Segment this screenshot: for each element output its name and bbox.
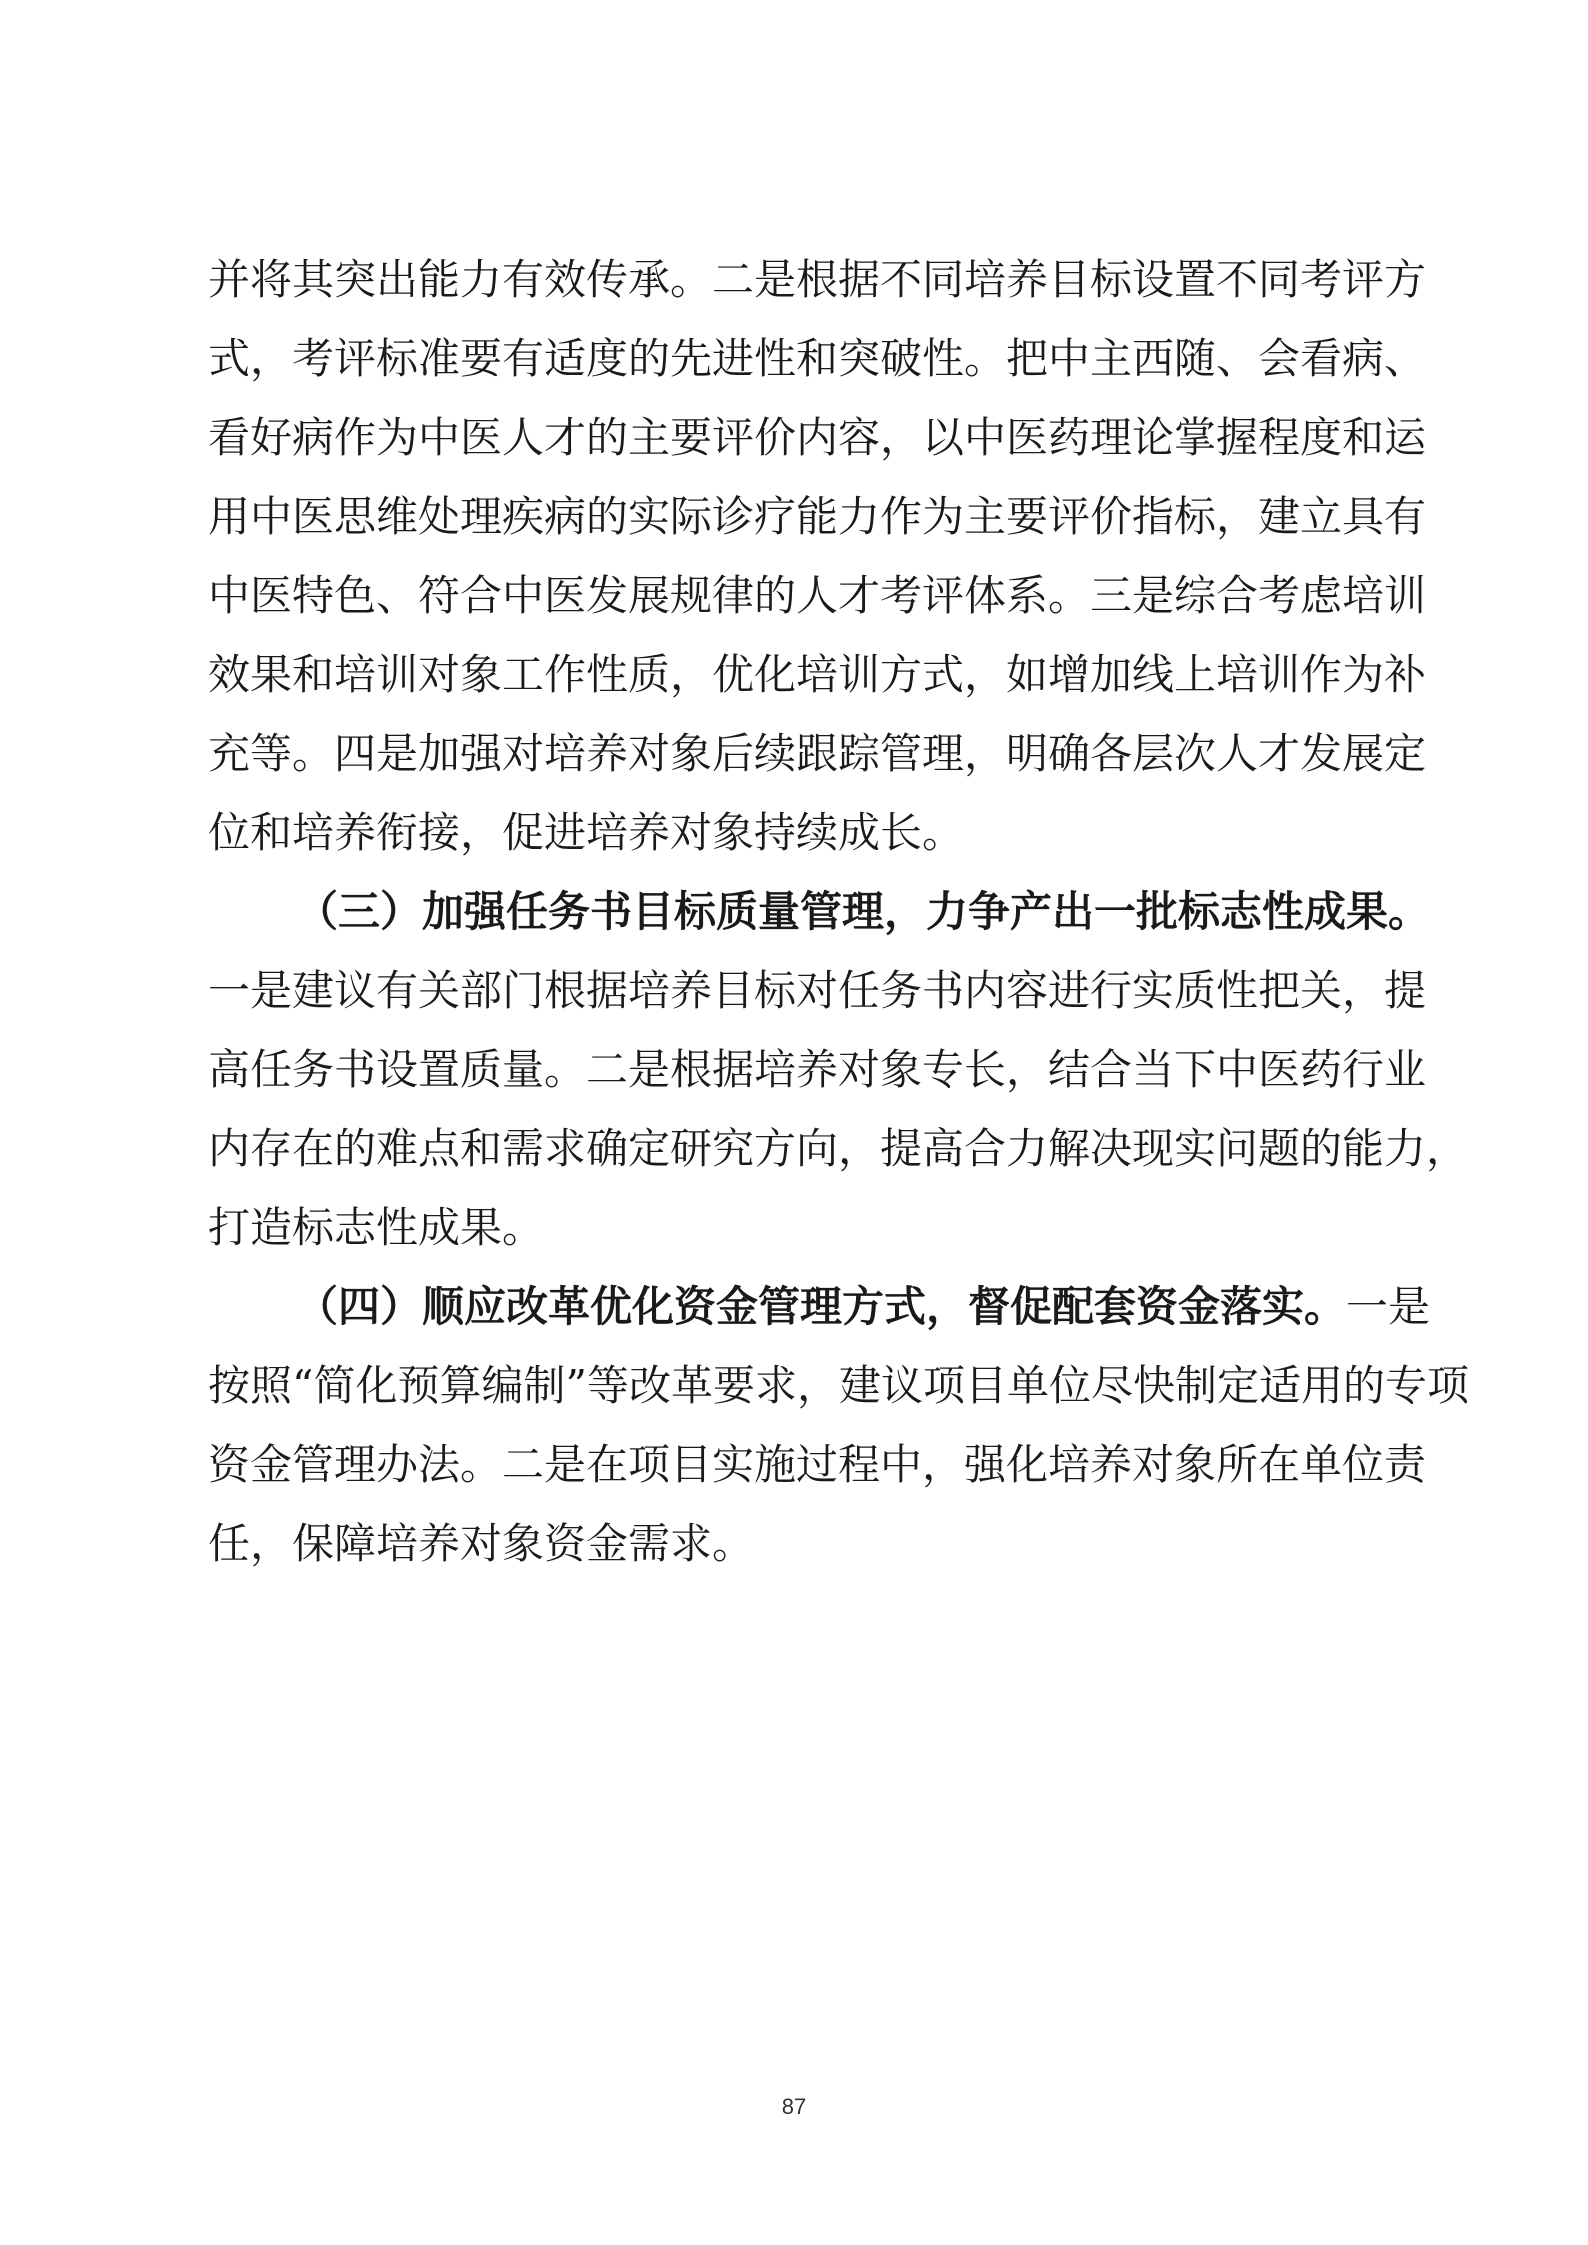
section-4-heading-line <box>208 1267 1431 1347</box>
paragraph-line: 式，考评标准要有适度的先进性和突破性。把中主西随、会看病、 <box>208 334 1427 383</box>
paragraph-line: 按照“简化预算编制”等改革要求，建议项目单位尽快制定适用的专项 <box>208 1361 1469 1410</box>
paragraph-line: 充等。四是加强对培养对象后续跟踪管理，明确各层次人才发展定 <box>208 729 1427 778</box>
paragraph-line: 效果和培训对象工作性质，优化培训方式，如增加线上培训作为补 <box>208 650 1427 699</box>
paragraph-line: 看好病作为中医人才的主要评价内容，以中医药理论掌握程度和运 <box>208 413 1427 462</box>
paragraph-line: 用中医思维处理疾病的实际诊疗能力作为主要评价指标，建立具有 <box>208 492 1427 541</box>
paragraph-line: 任，保障培养对象资金需求。 <box>208 1519 755 1568</box>
paragraph-line: 并将其突出能力有效传承。二是根据不同培养目标设置不同考评方 <box>208 255 1427 304</box>
paragraph-line: 位和培养衔接，促进培养对象持续成长。 <box>208 808 965 857</box>
paragraph-line: 高任务书设置质量。二是根据培养对象专长，结合当下中医药行业 <box>208 1045 1427 1094</box>
section-3-heading: （三）加强任务书目标质量管理，力争产出一批标志性成果。 <box>296 887 1431 936</box>
paragraph-line: 内存在的难点和需求确定研究方向，提高合力解决现实问题的能力， <box>208 1124 1469 1173</box>
paragraph-line: 中医特色、符合中医发展规律的人才考评体系。三是综合考虑培训 <box>208 571 1427 620</box>
paragraph-line: 打造标志性成果。 <box>208 1203 545 1252</box>
page-number: 87 <box>781 2094 807 2119</box>
section-4-heading-tail: 一是 <box>1346 1282 1431 1331</box>
paragraph-line: 一是建议有关部门根据培养目标对任务书内容进行实质性把关，提 <box>208 966 1427 1015</box>
section-4-heading: （四）顺应改革优化资金管理方式，督促配套资金落实。 <box>296 1282 1347 1331</box>
paragraph-line: 资金管理办法。二是在项目实施过程中，强化培养对象所在单位责 <box>208 1440 1427 1489</box>
